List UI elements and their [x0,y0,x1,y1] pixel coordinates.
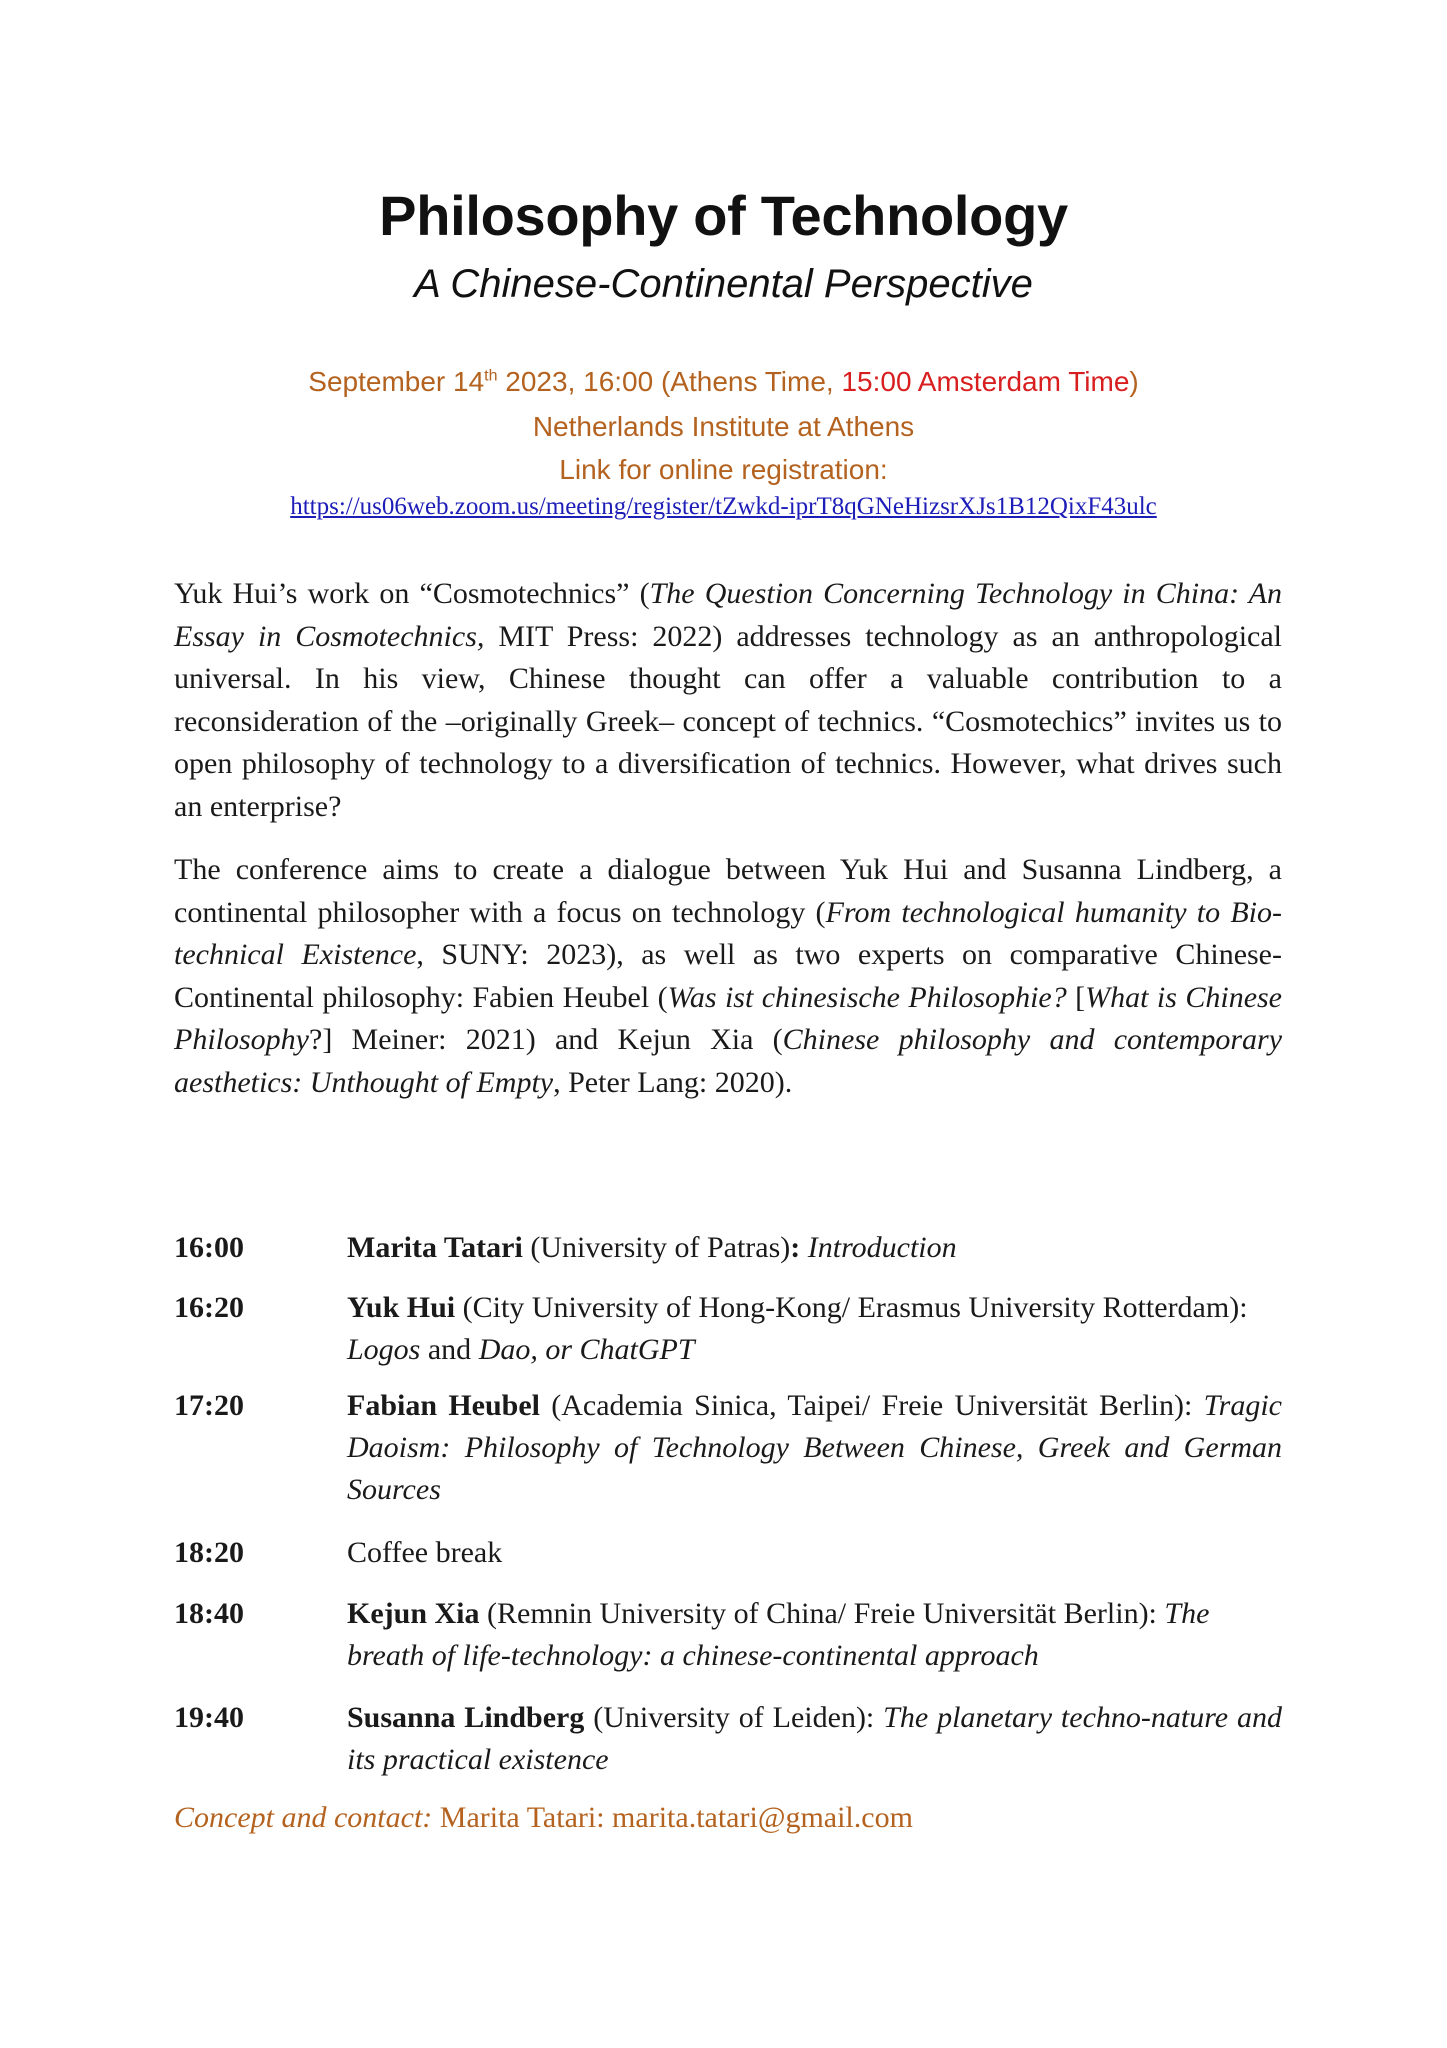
event-date-suffix: th [484,367,498,385]
program-time: 18:20 [174,1536,244,1569]
speaker-name: Yuk Hui [347,1291,456,1324]
program-time: 17:20 [174,1389,244,1422]
intro-paragraph-1: Yuk Hui’s work on “Cosmotechnics” (The Question Concerning Technology in China: An Essay in Cosmotechnics, MIT Press: 2022) addresses technology as an anthropological universal. In his view, Chinese thought can offer a valuable contribution to a reconsideration of the –originally Greek– concept of technics. “Cosmotechics” invites us to open philosophy of technology to a diversification of technics. However, what drives such an enterprise? [174,577,1283,823]
program-entry: Susanna Lindberg (University of Leiden): The planetary techno-nature and its practical existence [347,1701,1282,1776]
event-date-line [0,366,1447,398]
program-time: 16:00 [174,1231,244,1264]
program-entry: Fabian Heubel (Academia Sinica, Taipei/ Freie Universität Berlin): Tragic Daoism: Philosophy of Technology Between Chinese, Greek and German Sources [347,1389,1282,1506]
coffee-break: Coffee break [347,1536,503,1569]
program-time: 18:40 [174,1597,244,1630]
intro-paragraph-2: The conference aims to create a dialogue between Yuk Hui and Susanna Lindberg, a continental philosopher with a focus on technology (From technological humanity to Bio-technical Existence, SUNY: 2023), as well as two experts on comparative Chinese-Continental philosophy: Fabien Heubel (Was ist chinesische Philosophie? [What is Chinese Philosophy?] Meiner: 2021) and Kejun Xia (Chinese philosophy and contemporary aesthetics: Unthought of Empty, Peter Lang: 2020). [174,853,1283,1099]
speaker-name: Marita Tatari [347,1231,523,1264]
talk-title: The breath of life-technology: a chinese-continental approach [347,1597,1210,1672]
speaker-name: Susanna Lindberg [347,1701,585,1734]
event-venue: Netherlands Institute at Athens [532,411,915,442]
speaker-name: Kejun Xia [347,1597,480,1630]
page-subtitle: A Chinese-Continental Perspective [414,262,1033,306]
program-entry: Marita Tatari (University of Patras): Introduction [347,1231,957,1264]
contact-info: Marita Tatari: marita.tatari@gmail.com [432,1801,913,1834]
contact-line [174,1801,1282,1835]
program-entry: Yuk Hui (City University of Hong-Kong/ Erasmus University Rotterdam): Logos and Dao, or ChatGPT [347,1291,1248,1366]
amsterdam-time: 15:00 Amsterdam Time [841,366,1130,397]
talk-title: The planetary techno-nature and its practical existence [347,1701,1282,1776]
talk-title: Logos [347,1333,421,1366]
registration-label: Link for online registration: [559,454,888,485]
event-date: September 14 [308,366,485,397]
contact-label: Concept and contact: [174,1801,433,1834]
speaker-name: Fabian Heubel [347,1389,540,1422]
event-date-time: 2023, 16:00 (Athens Time, [497,366,842,397]
registration-link[interactable]: https://us06web.zoom.us/meeting/register/tZwkd-iprT8qGNeHizsrXJs1B12QixF43ulc [290,493,1157,520]
event-date-close: ) [1129,366,1139,397]
program-time: 19:40 [174,1701,244,1734]
page-title: Philosophy of Technology [379,184,1068,247]
program-entry: Kejun Xia (Remnin University of China/ Freie Universität Berlin): The breath of life-technology: a chinese-continental approach [347,1597,1210,1672]
talk-title: Dao, or ChatGPT [478,1333,695,1366]
program-time: 16:20 [174,1291,244,1324]
talk-title: Tragic Daoism: Philosophy of Technology Between Chinese, Greek and German Sources [347,1389,1282,1506]
talk-title: Introduction [800,1231,957,1264]
